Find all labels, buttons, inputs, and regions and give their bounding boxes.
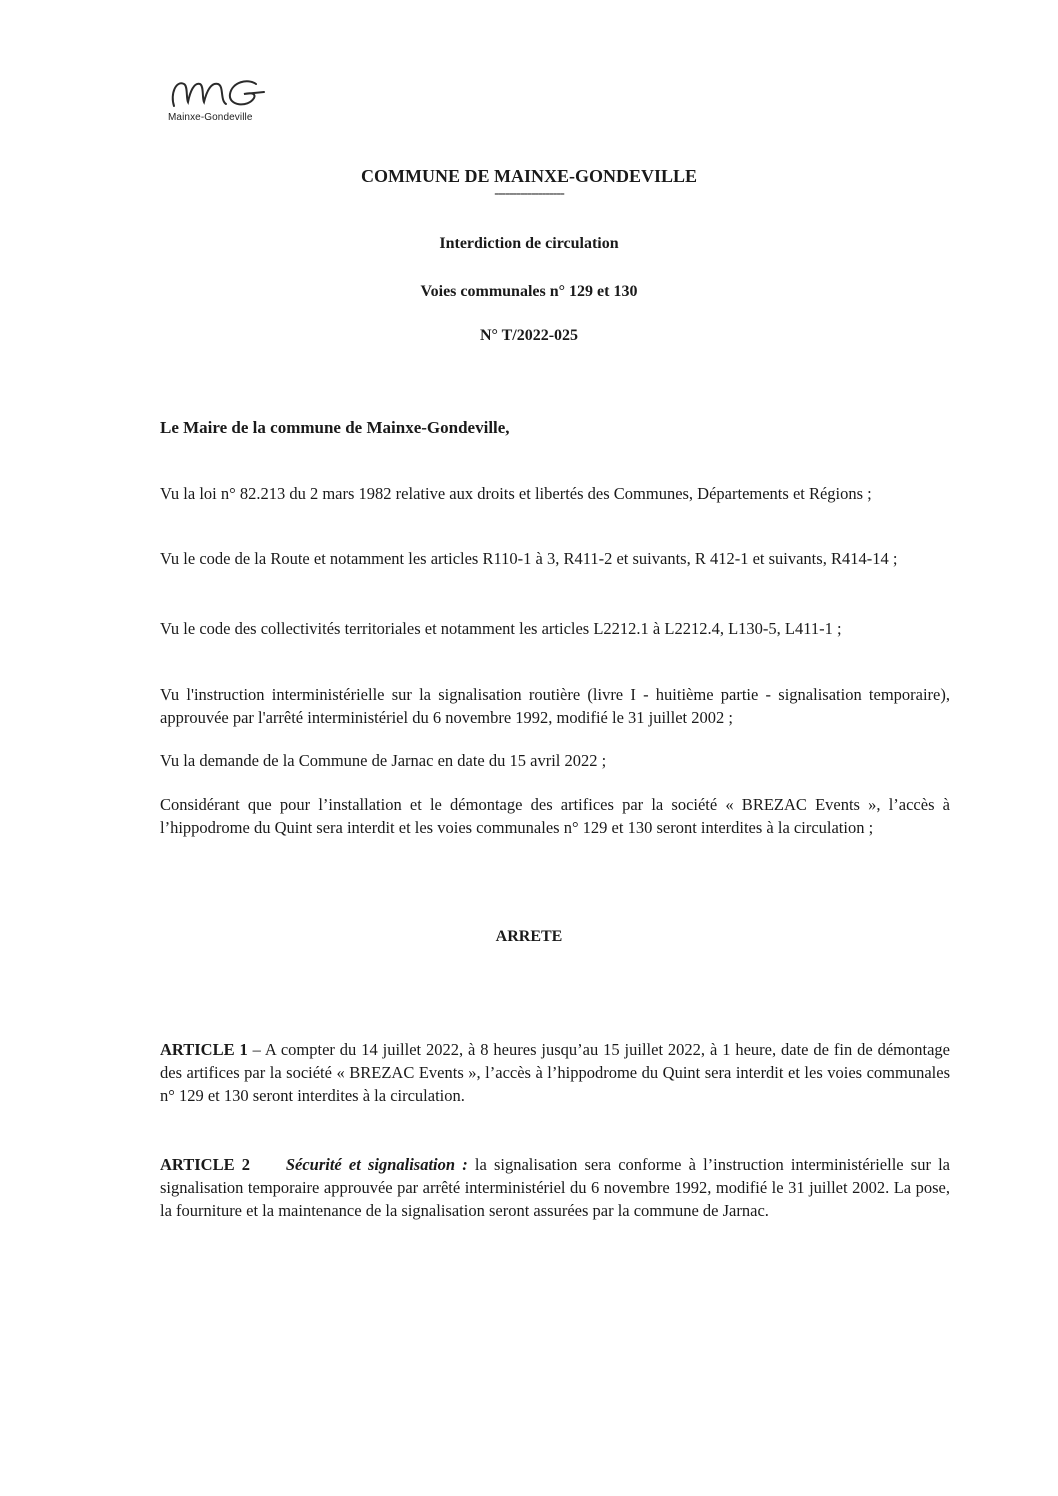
commune-logo	[168, 72, 288, 126]
article-2-subheading: Sécurité et signalisation :	[285, 1155, 468, 1174]
article-1-heading: ARTICLE 1	[160, 1040, 248, 1059]
visa-paragraph: Vu le code des collectivités territoriales et notamment les articles L2212.1 à L2212.4, L130-5, L411-1 ;	[160, 619, 842, 638]
article-2-text: la signalisation sera conforme à l’instruction interministérielle sur la signalisation temporaire approuvée par arrêté interministériel du 6 novembre 1992, modifié le 31 juillet 2002. La pose, la fourniture et la maintenance de la signalisation seront assurées par la commune de Jarnac.	[160, 1155, 950, 1220]
subject-title: Interdiction de circulation	[439, 235, 619, 252]
maire-heading: Le Maire de la commune de Mainxe-Gondeville,	[160, 418, 510, 437]
article-2-heading: ARTICLE 2	[160, 1155, 251, 1174]
arrete-number: N° T/2022-025	[479, 327, 579, 344]
considerant-paragraph: Considérant que pour l’installation et le démontage des artifices par la société « BREZAC Events », l’accès à l’hippodrome du Quint sera interdit et les voies communales n° 129 et 130 seront interdites à la circulation ;	[160, 795, 950, 837]
visa-paragraph: Vu l'instruction interministérielle sur la signalisation routière (livre I - huitième partie - signalisation temporaire), approuvée par l'arrêté interministériel du 6 novembre 1992, modifié le 31 juillet 2002 ;	[160, 685, 950, 727]
logo-name: Mainxe-Gondeville	[168, 112, 253, 123]
visa-paragraph: Vu la demande de la Commune de Jarnac en date du 15 avril 2022 ;	[160, 751, 607, 770]
commune-title: COMMUNE DE MAINXE-GONDEVILLE	[360, 166, 697, 186]
title-separator: -------------------	[494, 186, 564, 201]
visa-paragraph: Vu la loi n° 82.213 du 2 mars 1982 relative aux droits et libertés des Communes, Départements et Régions ;	[160, 484, 872, 503]
mg-monogram-icon	[168, 72, 278, 112]
article-1	[160, 1038, 950, 1107]
article-1-text: – A compter du 14 juillet 2022, à 8 heures jusqu’au 15 juillet 2022, à 1 heure, date de fin de démontage des artifices par la société « BREZAC Events », l’accès à l’hippodrome du Quint sera interdit et les voies communales n° 129 et 130 seront interdites à la circulation.	[160, 1040, 950, 1105]
visa-paragraph: Vu le code de la Route et notamment les articles R110-1 à 3, R411-2 et suivants, R 412-1 et suivants, R414-14 ;	[160, 549, 898, 568]
voies-title: Voies communales n° 129 et 130	[420, 283, 638, 300]
article-2	[160, 1153, 950, 1222]
arrete-heading: ARRETE	[495, 928, 563, 945]
